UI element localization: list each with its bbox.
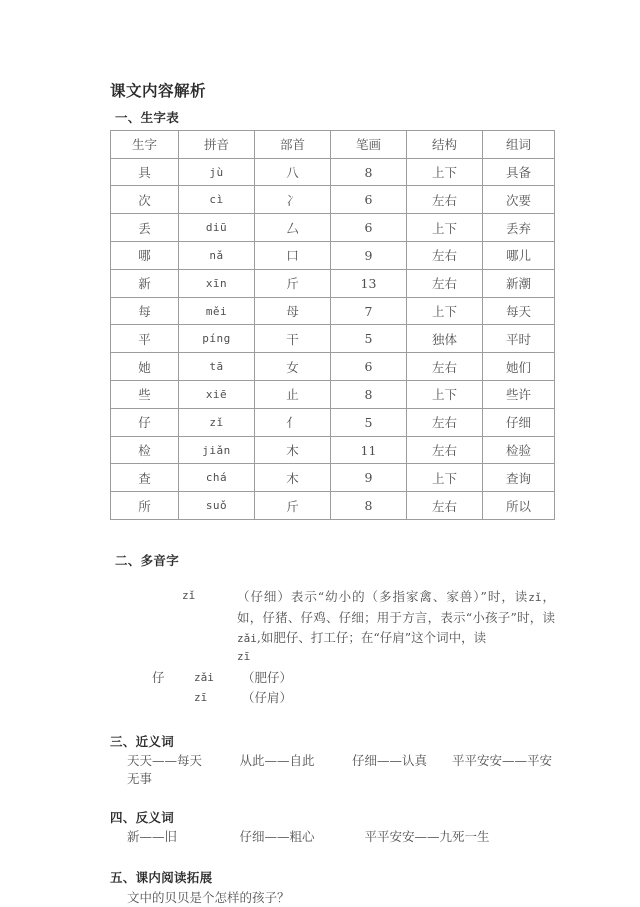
polyphonic-entry: [152, 668, 555, 688]
reading-question: 文中的贝贝是个怎样的孩子？: [127, 889, 290, 905]
cell-structure: 左右: [407, 186, 483, 214]
table-row: [111, 436, 555, 464]
cell-word: 所以: [483, 492, 555, 520]
cell-radical: 木: [255, 464, 331, 492]
table-row: [111, 325, 555, 353]
cell-pinyin: diū: [179, 214, 255, 242]
cell-word: 新潮: [483, 269, 555, 297]
column-header: 结构: [407, 130, 483, 158]
polyphonic-entry-char: 仔: [152, 669, 165, 685]
table-row: [111, 186, 555, 214]
explanation-part-3: ,如肥仔、打工仔；在“仔肩”这个词中，读: [256, 629, 487, 645]
table-row: [111, 269, 555, 297]
cell-radical: 母: [255, 297, 331, 325]
section-heading-vocabulary: 一、生字表: [115, 109, 180, 125]
cell-pinyin: xiē: [179, 381, 255, 409]
polyphonic-explanation: [110, 587, 555, 648]
cell-word: 丢弃: [483, 214, 555, 242]
cell-radical: 女: [255, 353, 331, 381]
polyphonic-lead-pinyin: zǐ: [182, 589, 196, 603]
table-header-row: [111, 130, 555, 158]
table-row: [111, 492, 555, 520]
cell-structure: 上下: [407, 158, 483, 186]
cell-word: 仔细: [483, 408, 555, 436]
polyphonic-entry-pinyin: zǎi: [194, 670, 214, 684]
cell-char: 查: [111, 464, 179, 492]
vocabulary-table: [110, 130, 555, 520]
cell-pinyin: cì: [179, 186, 255, 214]
cell-char: 她: [111, 353, 179, 381]
cell-radical: 八: [255, 158, 331, 186]
cell-strokes: 5: [331, 408, 407, 436]
cell-radical: 干: [255, 325, 331, 353]
cell-radical: 口: [255, 242, 331, 270]
table-row: [111, 408, 555, 436]
cell-word: 些许: [483, 381, 555, 409]
cell-char: 所: [111, 492, 179, 520]
polyphonic-entry-list: [110, 668, 555, 708]
cell-char: 新: [111, 269, 179, 297]
cell-strokes: 13: [331, 269, 407, 297]
polyphonic-entry-pinyin: zī: [194, 690, 208, 704]
cell-char: 具: [111, 158, 179, 186]
cell-radical: 厶: [255, 214, 331, 242]
polyphonic-entry: [152, 688, 555, 708]
column-header: 拼音: [179, 130, 255, 158]
cell-strokes: 11: [331, 436, 407, 464]
cell-structure: 左右: [407, 353, 483, 381]
cell-word: 她们: [483, 353, 555, 381]
cell-structure: 左右: [407, 408, 483, 436]
synonyms-list: 天天——每天 从此——自此 仔细——认真 平平安安——平安无事: [127, 753, 553, 786]
cell-pinyin: píng: [179, 325, 255, 353]
cell-structure: 上下: [407, 214, 483, 242]
cell-strokes: 9: [331, 242, 407, 270]
cell-structure: 上下: [407, 297, 483, 325]
explanation-pinyin-2: zǎi: [237, 631, 257, 645]
cell-radical: 斤: [255, 269, 331, 297]
table-row: [111, 353, 555, 381]
cell-char: 每: [111, 297, 179, 325]
table-row: [111, 381, 555, 409]
cell-char: 些: [111, 381, 179, 409]
cell-word: 每天: [483, 297, 555, 325]
cell-char: 仔: [111, 408, 179, 436]
cell-radical: 亻: [255, 408, 331, 436]
cell-radical: 冫: [255, 186, 331, 214]
cell-strokes: 8: [331, 158, 407, 186]
cell-pinyin: zǐ: [179, 408, 255, 436]
cell-structure: 上下: [407, 381, 483, 409]
table-row: [111, 464, 555, 492]
polyphonic-explanation-tail: zī: [237, 650, 251, 663]
cell-char: 哪: [111, 242, 179, 270]
cell-pinyin: měi: [179, 297, 255, 325]
section-heading-synonyms: 三、近义词: [110, 733, 175, 749]
cell-char: 丢: [111, 214, 179, 242]
column-header: 组词: [483, 130, 555, 158]
section-heading-antonyms: 四、反义词: [110, 809, 175, 825]
cell-pinyin: chá: [179, 464, 255, 492]
cell-strokes: 9: [331, 464, 407, 492]
document-content: [110, 82, 555, 907]
cell-structure: 左右: [407, 436, 483, 464]
cell-structure: 左右: [407, 492, 483, 520]
explanation-part-2: ，如，仔猪、仔鸡、仔细；用于方言，表示“小孩子”时，读: [237, 589, 555, 625]
cell-word: 平时: [483, 325, 555, 353]
page-title: 课文内容解析: [110, 81, 207, 100]
cell-char: 平: [111, 325, 179, 353]
cell-strokes: 5: [331, 325, 407, 353]
cell-strokes: 8: [331, 381, 407, 409]
cell-strokes: 6: [331, 353, 407, 381]
cell-pinyin: xīn: [179, 269, 255, 297]
polyphonic-entry-word: （肥仔）: [242, 669, 293, 685]
cell-structure: 左右: [407, 269, 483, 297]
table-row: [111, 242, 555, 270]
cell-pinyin: tā: [179, 353, 255, 381]
column-header: 生字: [111, 130, 179, 158]
cell-char: 检: [111, 436, 179, 464]
cell-word: 次要: [483, 186, 555, 214]
cell-radical: 木: [255, 436, 331, 464]
polyphonic-entry-word: （仔肩）: [242, 689, 293, 705]
polyphonic-explanation-text: [237, 587, 555, 648]
cell-structure: 上下: [407, 464, 483, 492]
cell-word: 检验: [483, 436, 555, 464]
cell-word: 具备: [483, 158, 555, 186]
cell-word: 哪儿: [483, 242, 555, 270]
table-row: [111, 214, 555, 242]
vocabulary-table-body: [111, 130, 555, 519]
cell-strokes: 6: [331, 214, 407, 242]
polyphonic-block: [110, 587, 555, 708]
cell-structure: 独体: [407, 325, 483, 353]
cell-strokes: 6: [331, 186, 407, 214]
cell-strokes: 8: [331, 492, 407, 520]
section-heading-polyphonic: 二、多音字: [115, 553, 180, 568]
table-row: [111, 297, 555, 325]
cell-strokes: 7: [331, 297, 407, 325]
cell-word: 查询: [483, 464, 555, 492]
explanation-pinyin-1: zǐ: [528, 591, 542, 605]
cell-structure: 左右: [407, 242, 483, 270]
column-header: 笔画: [331, 130, 407, 158]
cell-pinyin: nǎ: [179, 242, 255, 270]
explanation-part-1: （仔细）表示“幼小的（多指家禽、家兽）”时，读: [237, 589, 529, 605]
section-heading-reading: 五、课内阅读拓展: [110, 869, 213, 885]
cell-pinyin: jù: [179, 158, 255, 186]
antonyms-list: 新——旧 仔细——粗心 平平安安——九死一生: [127, 828, 490, 844]
cell-char: 次: [111, 186, 179, 214]
cell-radical: 斤: [255, 492, 331, 520]
cell-pinyin: suǒ: [179, 492, 255, 520]
table-row: [111, 158, 555, 186]
cell-radical: 止: [255, 381, 331, 409]
column-header: 部首: [255, 130, 331, 158]
cell-pinyin: jiǎn: [179, 436, 255, 464]
